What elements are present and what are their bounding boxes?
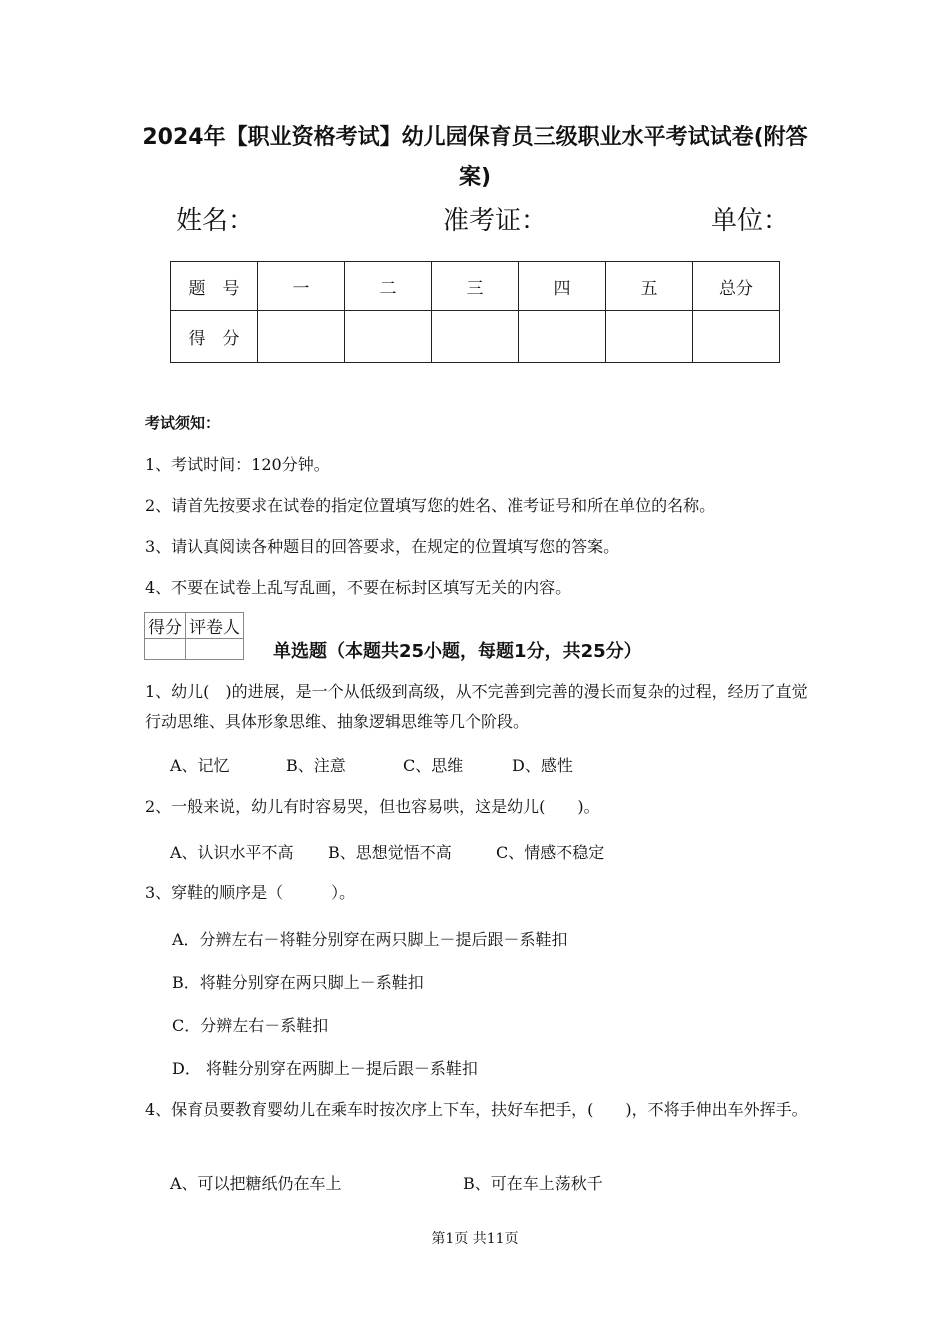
score-input-cell[interactable] — [606, 311, 693, 363]
option-1b: B、注意 — [286, 756, 346, 775]
grader-name-label: 评卷人 — [186, 613, 244, 639]
name-label: 姓名： — [176, 206, 255, 236]
score-table-cell: 五 — [606, 262, 693, 311]
option-2b: B、思想觉悟不高 — [328, 843, 452, 862]
option-3c: C．分辨左右－系鞋扣 — [172, 1016, 329, 1035]
score-table — [170, 261, 780, 363]
document-title: 2024年【职业资格考试】幼儿园保育员三级职业水平考试试卷(附答案) — [142, 125, 808, 190]
score-table-cell: 题 号 — [171, 262, 258, 311]
option-1a: A、记忆 — [170, 756, 230, 775]
grader-score-cell[interactable] — [145, 639, 186, 660]
question-1: 1、幼儿( )的进展，是一个从低级到高级，从不完善到完善的漫长而复杂的过程，经历了直觉行动思维、具体形象思维、抽象逻辑思维等几个阶段。 — [145, 682, 808, 731]
option-4a: A、可以把糖纸仍在车上 — [170, 1174, 342, 1193]
score-input-cell[interactable] — [345, 311, 432, 363]
exam-id-label: 准考证： — [443, 206, 548, 236]
score-table-cell: 三 — [432, 262, 519, 311]
option-3a: A．分辨左右－将鞋分别穿在两只脚上－提后跟－系鞋扣 — [172, 930, 568, 949]
notice-heading: 考试须知： — [145, 414, 221, 432]
notice-item: 4、不要在试卷上乱写乱画，不要在标封区填写无关的内容。 — [145, 578, 572, 597]
question-3: 3、穿鞋的顺序是（ ）。 — [145, 883, 356, 902]
grader-name-cell[interactable] — [186, 639, 244, 660]
score-table-row-label: 得 分 — [171, 311, 258, 363]
score-table-cell: 一 — [258, 262, 345, 311]
score-input-cell[interactable] — [693, 311, 780, 363]
score-table-header-row — [171, 262, 780, 311]
option-2a: A、认识水平不高 — [170, 843, 294, 862]
option-3d: D． 将鞋分别穿在两脚上－提后跟－系鞋扣 — [172, 1059, 478, 1078]
section-title: 单选题（本题共25小题，每题1分，共25分） — [273, 641, 642, 662]
option-1d: D、感性 — [512, 756, 573, 775]
question-4: 4、保育员要教育婴幼儿在乘车时按次序上下车，扶好车把手，( )，不将手伸出车外挥手。 — [145, 1100, 808, 1119]
option-3b: B．将鞋分别穿在两只脚上－系鞋扣 — [172, 973, 424, 992]
score-input-cell[interactable] — [519, 311, 606, 363]
page-footer: 第1页 共11页 — [431, 1231, 519, 1247]
score-table-cell: 二 — [345, 262, 432, 311]
notice-item: 3、请认真阅读各种题目的回答要求，在规定的位置填写您的答案。 — [145, 537, 620, 556]
unit-label: 单位： — [711, 206, 790, 236]
option-1c: C、思维 — [403, 756, 464, 775]
notice-item: 2、请首先按要求在试卷的指定位置填写您的姓名、准考证号和所在单位的名称。 — [145, 496, 716, 515]
score-table-cell: 总分 — [693, 262, 780, 311]
score-table-cell: 四 — [519, 262, 606, 311]
grader-score-label: 得分 — [145, 613, 186, 639]
score-input-cell[interactable] — [258, 311, 345, 363]
question-2: 2、一般来说，幼儿有时容易哭，但也容易哄，这是幼儿( )。 — [145, 797, 600, 816]
score-input-cell[interactable] — [432, 311, 519, 363]
option-4b: B、可在车上荡秋千 — [463, 1174, 603, 1193]
option-2c: C、情感不稳定 — [496, 843, 605, 862]
notice-item: 1、考试时间：120分钟。 — [145, 455, 330, 474]
score-table-score-row — [171, 311, 780, 363]
grader-box — [144, 612, 244, 660]
